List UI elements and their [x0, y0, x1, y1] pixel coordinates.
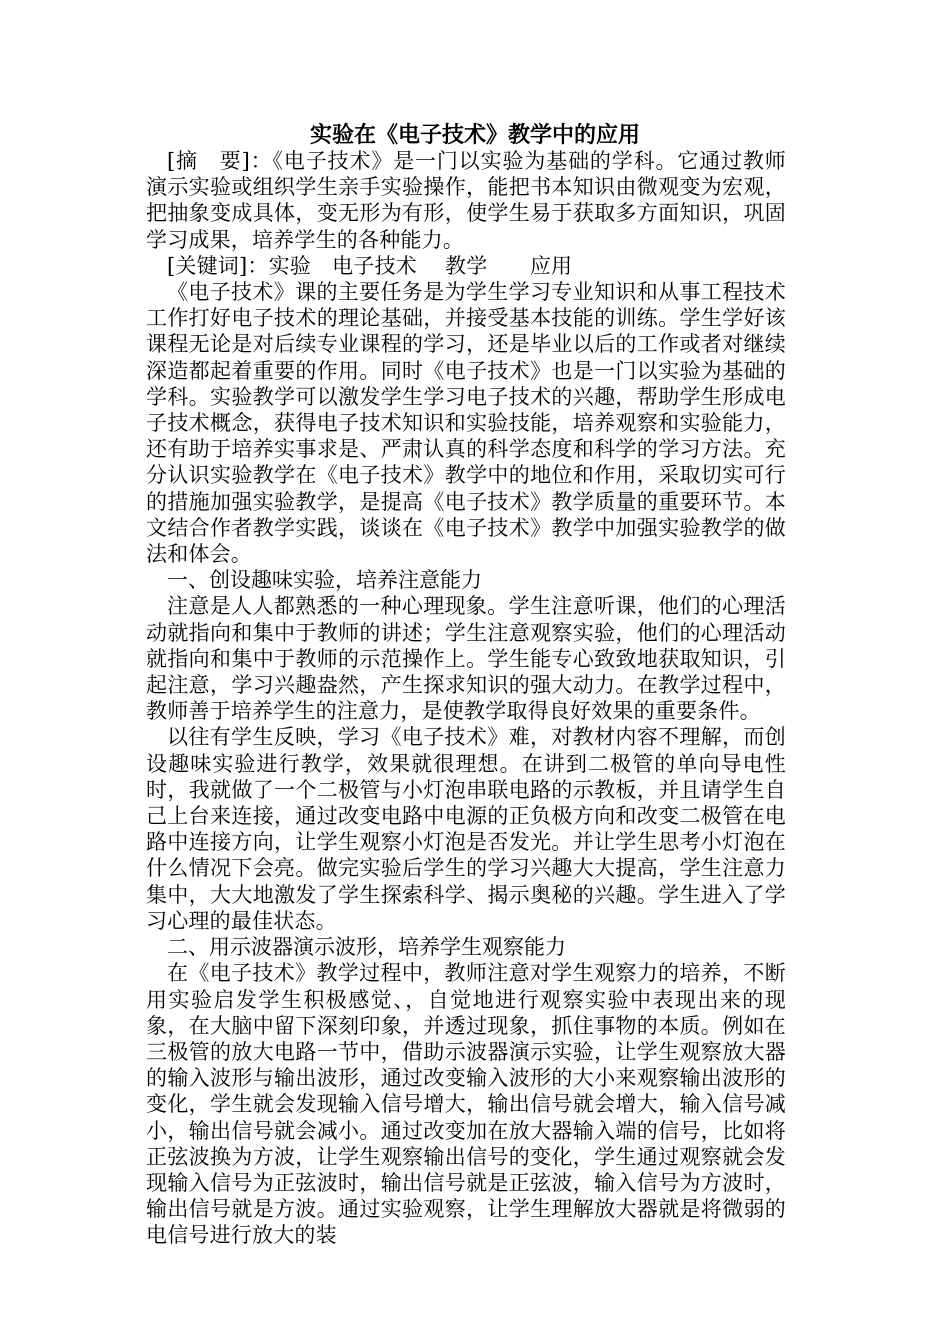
document-title: 实验在《电子技术》教学中的应用: [309, 122, 640, 148]
keywords-line: [关键词]：实验 电子技术 教学 应用: [167, 253, 573, 278]
abstract-paragraph: [摘 要]：《电子技术》是一门以实验为基础的学科。它通过教师演示实验或组织学生亲手实验操作，能把书本知识由微观变为宏观，把抽象变成具体，变无形为有形，使学生易于获取多方面知识，巩固学习成果，培养学生的各种能力。: [146, 149, 786, 252]
intro-paragraph: 《电子技术》课的主要任务是为学生学习专业知识和从事工程技术工作打好电子技术的理论基础，并接受基本技能的训练。学生学好该课程无论是对后续专业课程的学习，还是毕业以后的工作或者对继续深造都起着重要的作用。同时《电子技术》也是一门以实验为基础的学科。实验教学可以激发学生学习电子技术的兴趣，帮助学生形成电子技术概念，获得电子技术知识和实验技能，培养观察和实验能力，还有助于培养实事求是、严肃认真的科学态度和科学的学习方法。充分认识实验教学在《电子技术》教学中的地位和作用，采取切实可行的措施加强实验教学，是提高《电子技术》教学质量的重要环节。本文结合作者教学实践，谈谈在《电子技术》教学中加强实验教学的做法和体会。: [146, 280, 786, 567]
section-2-paragraph-1: 在《电子技术》教学过程中，教师注意对学生观察力的培养，不断用实验启发学生积极感觉、，自觉地进行观察实验中表现出来的现象，在大脑中留下深刻印象，并透过现象，抓住事物的本质。例如在三极管的放大电路一节中，借助示波器演示实验，让学生观察放大器的输入波形与输出波形，通过改变输入波形的大小来观察输出波形的变化，学生就会发现输入信号增大，输出信号就会增大，输入信号减小，输出信号就会减小。通过改变加在放大器输入端的信号，比如将正弦波换为方波，让学生观察输出信号的变化，学生通过观察就会发现输入信号为正弦波时，输出信号就是正弦波，输入信号为方波时，输出信号就是方波。通过实验观察，让学生理解放大器就是将微弱的电信号进行放大的装: [146, 961, 786, 1248]
section-1-heading: 一、创设趣味实验，培养注意能力: [167, 568, 482, 593]
section-1-paragraph-1: 注意是人人都熟悉的一种心理现象。学生注意听课，他们的心理活动就指向和集中于教师的讲述；学生注意观察实验，他们的心理活动就指向和集中于教师的示范操作上。学生能专心致致地获取知识，引起注意，学习兴趣盎然，产生探求知识的强大动力。在教学过程中，教师善于培养学生的注意力，是使教学取得良好效果的重要条件。: [146, 594, 786, 724]
document-body: [146, 148, 786, 1249]
section-1-paragraph-2: 以往有学生反映，学习《电子技术》难，对教材内容不理解，而创设趣味实验进行教学，效果就很理想。在讲到二极管的单向导电性时，我就做了一个二极管与小灯泡串联电路的示教板，并且请学生自己上台来连接，通过改变电路中电源的正负极方向和改变二极管在电路中连接方向，让学生观察小灯泡是否发光。并让学生思考小灯泡在什么情况下会亮。做完实验后学生的学习兴趣大大提高，学生注意力集中，大大地激发了学生探索科学、揭示奥秘的兴趣。学生进入了学习心理的最佳状态。: [146, 725, 786, 933]
section-2-heading: 二、用示波器演示波形，培养学生观察能力: [167, 935, 566, 960]
